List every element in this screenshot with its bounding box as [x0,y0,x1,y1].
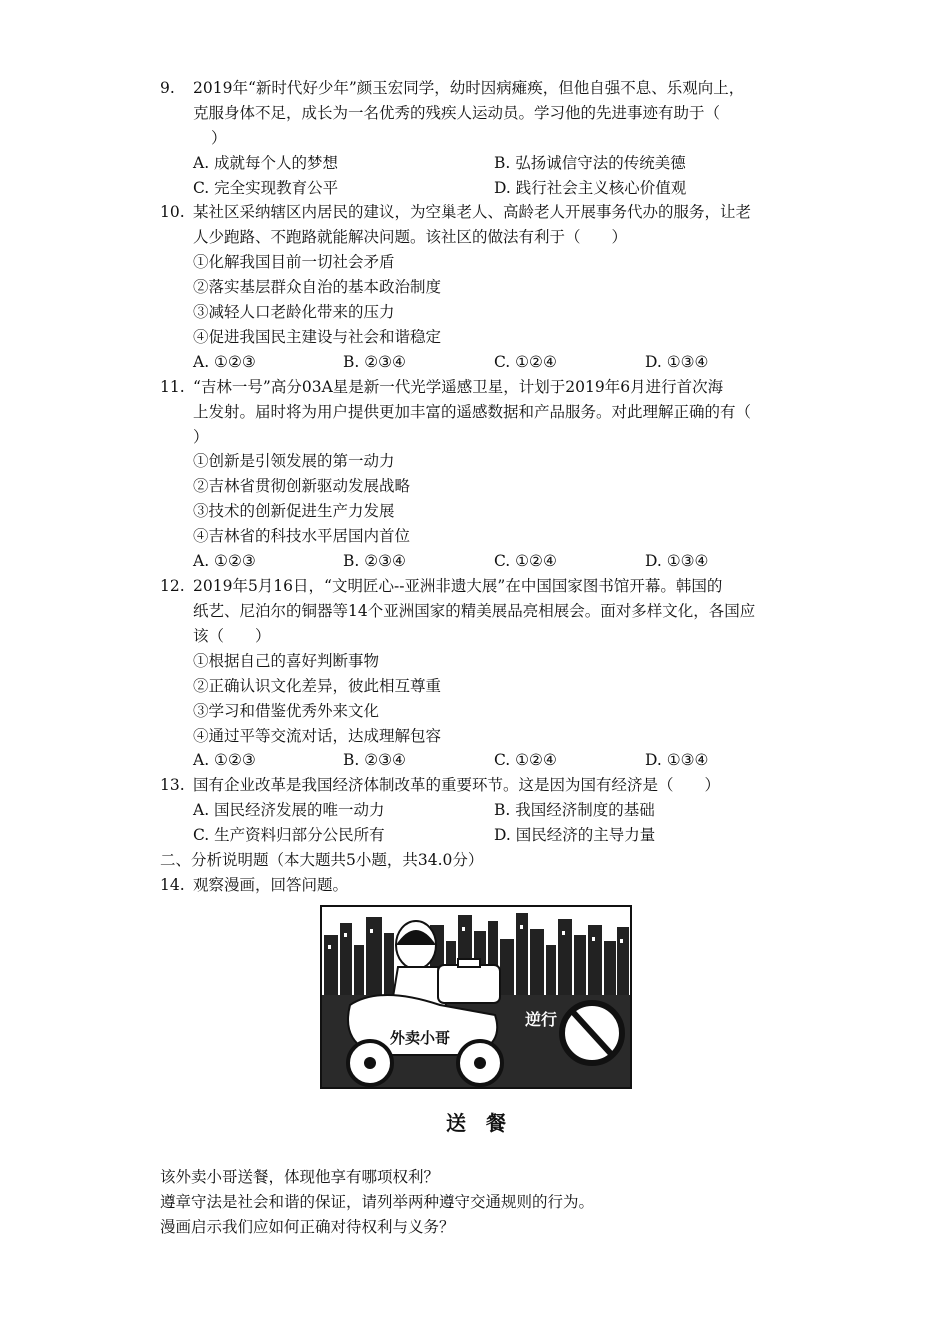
cartoon-illustration [320,905,632,1139]
option-d: D. ①③④ [645,353,709,371]
option-d: D. 践行社会主义核心价值观 [494,179,687,197]
statement-2: ②落实基层群众自治的基本政治制度 [193,278,442,296]
option-a: A. 成就每个人的梦想 [193,154,339,172]
section-heading: 二、分析说明题（本大题共5小题，共34.0分） [160,851,484,869]
option-a: A. 国民经济发展的唯一动力 [193,801,385,819]
question-text: ） [193,428,209,446]
option-c: C. 完全实现教育公平 [193,179,339,197]
statement-1: ①化解我国目前一切社会矛盾 [193,253,395,271]
question-text: 人少跑路、不跑路就能解决问题。该社区的做法有利于（ ） [193,228,628,246]
option-d: D. 国民经济的主导力量 [494,826,656,844]
question-text: 2019年“新时代好少年”颜玉宏同学，幼时因病瘫痪，但他自强不息、乐观向上， [193,79,745,97]
question-text: 国有企业改革是我国经济体制改革的重要环节。这是因为国有经济是（ ） [193,776,721,794]
cartoon-caption: 送 餐 [446,1113,506,1135]
subquestion-2: 遵章守法是社会和谐的保证，请列举两种遵守交通规则的行为。 [160,1193,595,1211]
subquestion-3: 漫画启示我们应如何正确对待权利与义务？ [160,1218,455,1236]
scooter-label: 外卖小哥 [389,1030,451,1047]
question-number: 14. [160,876,185,894]
question-text: 观察漫画，回答问题。 [193,876,349,894]
question-text: 上发射。届时将为用户提供更加丰富的遥感数据和产品服务。对此理解正确的有（ [193,403,752,421]
question-number: 10. [160,203,185,221]
option-c: C. ①②④ [494,353,557,371]
option-a: A. ①②③ [193,353,256,371]
option-b: B. ②③④ [343,552,406,570]
option-b: B. ②③④ [343,353,406,371]
option-c: C. 生产资料归部分公民所有 [193,826,385,844]
option-b: B. 弘扬诚信守法的传统美德 [494,154,686,172]
subquestion-1: 该外卖小哥送餐，体现他享有哪项权利？ [160,1168,440,1186]
wrong-way-label: 逆行 [525,1012,558,1029]
question-number: 9. [160,79,175,97]
question-text: ） [211,129,227,147]
cartoon-image [320,905,632,1139]
question-text: 某社区采纳辖区内居民的建议，为空巢老人、高龄老人开展事务代办的服务，让老 [193,203,752,221]
option-b: B. 我国经济制度的基础 [494,801,655,819]
option-d: D. ①③④ [645,751,709,769]
question-text: 纸艺、尼泊尔的铜器等14个亚洲国家的精美展品亮相展会。面对多样文化，各国应 [193,602,756,620]
statement-2: ②正确认识文化差异，彼此相互尊重 [193,677,442,695]
delivery-box [438,965,500,1003]
question-number: 12. [160,577,185,595]
option-c: C. ①②④ [494,751,557,769]
option-d: D. ①③④ [645,552,709,570]
statement-3: ③学习和借鉴优秀外来文化 [193,702,380,720]
option-b: B. ②③④ [343,751,406,769]
option-a: A. ①②③ [193,751,256,769]
statement-3: ③减轻人口老龄化带来的压力 [193,303,395,321]
statement-1: ①创新是引领发展的第一动力 [193,452,395,470]
option-c: C. ①②④ [494,552,557,570]
question-text: “吉林一号”高分03A星是新一代光学遥感卫星，计划于2019年6月进行首次海 [193,378,724,396]
question-number: 11. [160,378,185,396]
question-text: 克服身体不足，成长为一名优秀的残疾人运动员。学习他的先进事迹有助于（ [193,104,721,122]
question-text: 2019年5月16日，“文明匠心--亚洲非遗大展”在中国国家图书馆开幕。韩国的 [193,577,723,595]
statement-1: ①根据自己的喜好判断事物 [193,652,380,670]
question-number: 13. [160,776,185,794]
statement-4: ④吉林省的科技水平居国内首位 [193,527,411,545]
question-text: 该（ ） [193,627,271,645]
option-a: A. ①②③ [193,552,256,570]
statement-2: ②吉林省贯彻创新驱动发展战略 [193,477,411,495]
statement-4: ④通过平等交流对话，达成理解包容 [193,727,442,745]
statement-4: ④促进我国民主建设与社会和谐稳定 [193,328,442,346]
statement-3: ③技术的创新促进生产力发展 [193,502,395,520]
